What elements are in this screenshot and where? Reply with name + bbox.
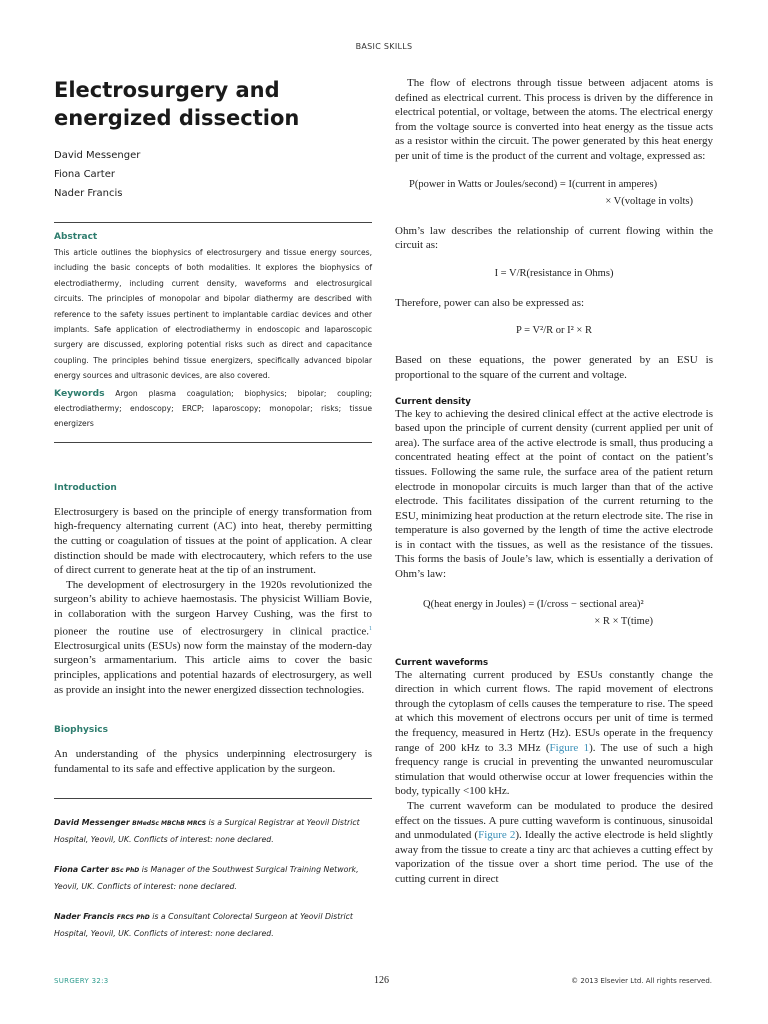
right-paragraph-4: Based on these equations, the power generated by an ESU is proportional to the square of the current and voltage.: [395, 354, 713, 381]
current-waveforms-text: [395, 668, 713, 799]
biophysics-heading: Biophysics: [54, 725, 108, 736]
affiliation-3: [54, 909, 372, 942]
equation-power-line-1: P(power in Watts or Joules/second) = I(current in amperes): [409, 178, 658, 190]
right-column: [395, 76, 713, 887]
intro-paragraph-2: [54, 578, 372, 697]
affil-degrees-2: BSc PhD: [111, 867, 140, 875]
affil-name-3: Nader Francis: [54, 912, 115, 922]
affil-degrees-1: BMedSc MBChB MRCS: [132, 820, 207, 828]
cw2-text-a: The current waveform can be modulated to produce the desired effect on the tissues. A pure cutting waveform is continuous, sinusoidal and unmodulated (: [395, 800, 713, 842]
equation-joules-line-1: Q(heat energy in Joules) = (I/cross − sectional area)²: [423, 598, 644, 610]
cw-text-a: The alternating current produced by ESUs constantly change the direction in which current flows. The rapid movement of electrons through the cytoplasm of cells causes the temperature to rise. The speed at which this movement of electrons occurs per unit of time is termed the frequency, measured in Hertz (Hz). ESUs operate in the frequency range of 200 kHz to 3.3 MHz (: [395, 668, 713, 754]
footer-copyright: © 2013 Elsevier Ltd. All rights reserved.: [571, 977, 712, 985]
affiliation-1: [54, 815, 372, 848]
citation-ref[interactable]: 1: [369, 625, 372, 632]
keywords-label: Keywords: [54, 387, 105, 399]
figure-2-link[interactable]: Figure 2: [478, 829, 516, 842]
abstract-text: This article outlines the biophysics of electrosurgery and tissue energy sources, including the basic concepts of both modalities. It explores the biophysics of electrodiathermy, including current density, waveforms and electrosurgical circuits. The principles of monopolar and bipolar diathermy are described with reference to the safety issues pertinent to implantable cardiac devices and other implants. Safe application of electrodiathermy in endoscopic and laparoscopic surgery are discussed, exploring potential risks such as direct and capacitance coupling. The principles behind tissue energizers, specifically advanced bipolar energy sources and ultrasonic devices, are also covered.: [54, 248, 372, 381]
author-1: David Messenger: [54, 150, 141, 161]
introduction-heading: Introduction: [54, 482, 117, 493]
affil-degrees-3: FRCS PhD: [116, 914, 150, 922]
keywords-text: Argon plasma coagulation; biophysics; bipolar; coupling; electrodiathermy; endoscopy; ERCP; laparoscopy; monopolar; risks; tissue energizers: [54, 388, 373, 429]
affil-name-2: Fiona Carter: [54, 865, 109, 875]
right-paragraph-3: Therefore, power can also be expressed as:: [395, 296, 585, 309]
right-paragraph-2: Ohm’s law describes the relationship of current flowing within the circuit as:: [395, 224, 713, 252]
equation-ohms-law: I = V/R(resistance in Ohms): [494, 267, 614, 279]
intro-p2-text-a: The development of electrosurgery in the 1920s revolutionized the surgeon’s ability to achieve haemostasis. The physicist William Bovie, in collaboration with the surgeon Harvey Cushing, was the first to pioneer the routine use of electrosurgery in clinical practice.: [54, 578, 372, 638]
right-paragraph-1: The flow of electrons through tissue between adjacent atoms is defined as electrical current. This process is driven by the difference in electrical potential, or voltage, between the atoms. The electrical energy from the voltage source is converted into heat energy as the tissue acts as a resistor within the circuit. The power generated by this heat energy per unit of time is the product of the current and voltage, expressed as:: [395, 77, 713, 162]
article-title: Electrosurgery and energized dissection: [54, 78, 300, 130]
current-density-heading: Current density: [395, 396, 471, 407]
equation-joules-line-2: × R × T(time): [594, 615, 653, 627]
author-3: Nader Francis: [54, 188, 123, 199]
keywords: [54, 386, 372, 432]
equation-joules-law: [395, 596, 713, 630]
equation-power: [395, 176, 713, 210]
equation-power-alt: P = V²/R or I² × R: [516, 325, 592, 337]
cw-text-b: ). The use of such a high frequency range is crucial in preventing the unwanted neuromuscular stimulation that would otherwise occur at lower frequencies within the body, typically <100 kHz.: [395, 741, 713, 798]
intro-paragraph-1: Electrosurgery is based on the principle of energy transformation from high-frequency alternating current (AC) into heat, thereby permitting the cutting or coagulation of tissues at the point of application. A clear distinction should be made with electrocautery, which refers to the use of direct current to generate heat at the tip of an instrument.: [54, 505, 372, 577]
abstract-box: [54, 222, 372, 443]
current-waveforms-heading: Current waveforms: [395, 657, 489, 668]
page-number: 126: [374, 975, 389, 986]
intro-p2-text-b: Electrosurgical units (ESUs) now form the mainstay of the modern-day surgeon’s armamentarium. This article aims to cover the basic principles, applications and potential hazards of electrosurgery, as well as provide an insight into the newer energized dissection technologies.: [54, 639, 372, 696]
author-list: [54, 146, 372, 203]
cw2-text-b: ). Ideally the active electrode is held slightly away from the tissue to create a tiny arc that achieves a cutting effect by vaporization of the tissue over a short time period. The use of the cutting current in direct: [395, 829, 713, 885]
affil-name-1: David Messenger: [54, 818, 130, 828]
abstract-heading: Abstract: [54, 232, 98, 242]
left-column: [54, 76, 372, 942]
affiliations: [54, 798, 372, 942]
affiliation-2: [54, 862, 372, 895]
affil-text-1: is a Surgical Registrar at Yeovil District Hospital, Yeovil, UK. Conflicts of interest: none declared.: [54, 818, 360, 845]
running-head: BASIC SKILLS: [355, 42, 413, 51]
biophysics-paragraph-1: An understanding of the physics underpinning electrosurgery is fundamental to its safe and effective application by the surgeon.: [54, 748, 372, 775]
current-density-text: The key to achieving the desired clinical effect at the active electrode is based upon the principle of current density (current applied per unit of area). The surface area of the active electrode is small, thus producing a concentrated heating effect at the point of contact on the patient’s tissues. Following the same rule, the surface area of the patient return electrode in monopolar circuits is much larger than that of the active electrode. This facilitates dissipation of the current returning to the ESU, minimizing heat production at the return electrode site. The rise in temperature is also governed by the length of time the active electrode is in contact with the tissues, as well as the resistance of the tissues. This forms the basis of Joule’s law, which is essentially a derivation of Ohm’s law:: [395, 407, 713, 581]
affil-text-2: is Manager of the Southwest Surgical Training Network, Yeovil, UK. Conflicts of interest: none declared.: [54, 865, 359, 892]
affil-text-3: is a Consultant Colorectal Surgeon at Yeovil District Hospital, Yeovil, UK. Conflicts of interest: none declared.: [54, 912, 353, 939]
footer-journal: SURGERY 32:3: [54, 977, 109, 985]
figure-1-link[interactable]: Figure 1: [549, 741, 590, 754]
current-waveforms-text-2: [395, 799, 713, 887]
author-2: Fiona Carter: [54, 169, 115, 180]
equation-power-line-2: × V(voltage in volts): [605, 195, 693, 207]
